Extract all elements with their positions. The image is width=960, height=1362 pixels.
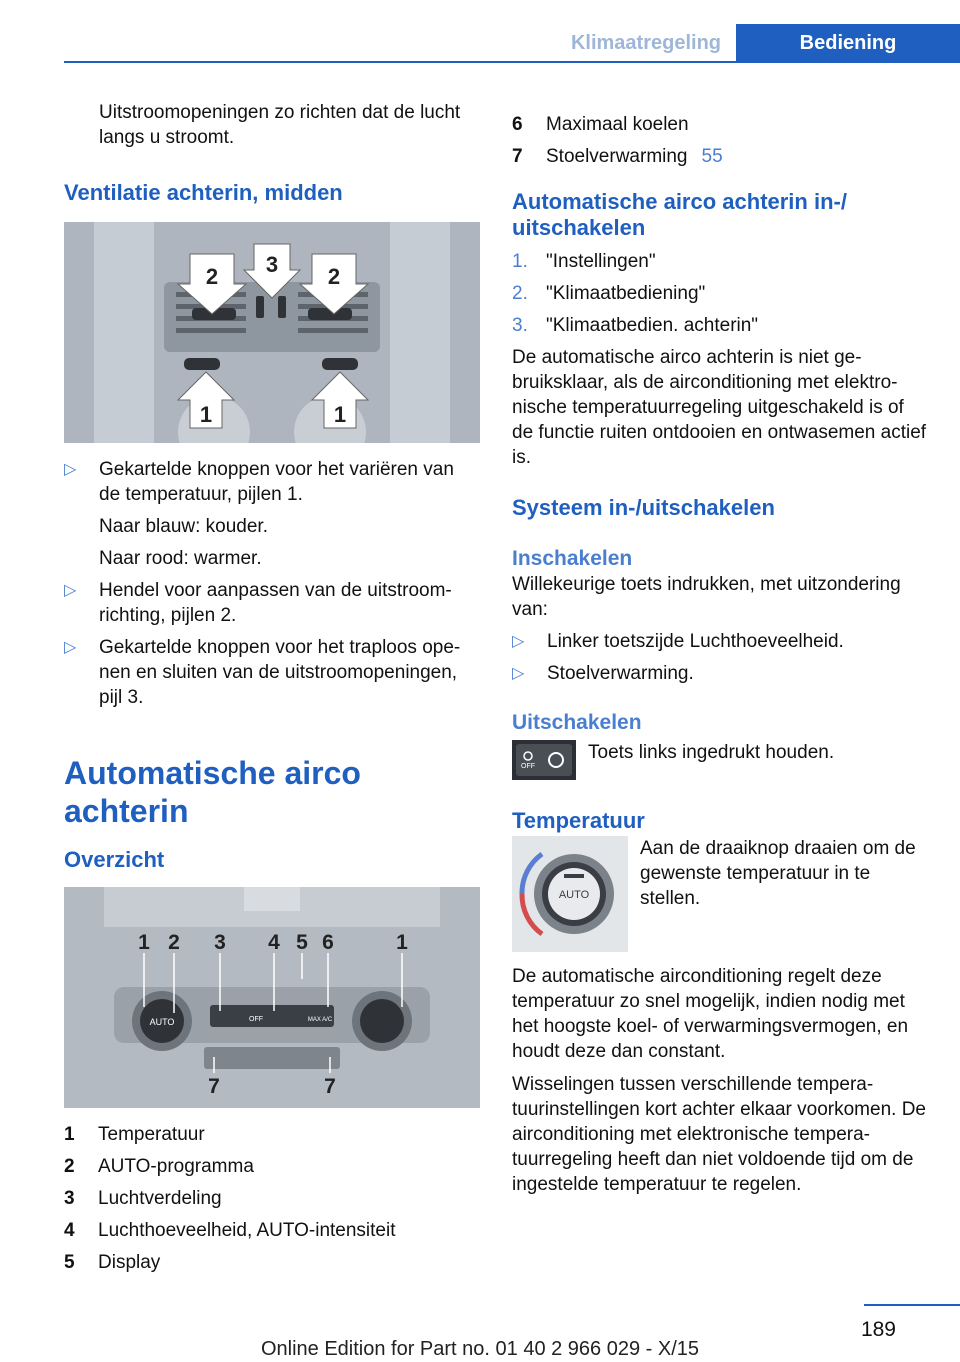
step-label: "Klimaatbediening" (546, 283, 706, 304)
header-tab-section[interactable]: Klimaatregeling (570, 32, 722, 54)
panel-label-1-left: 1 (138, 931, 150, 954)
legend-number: 7 (512, 146, 523, 167)
panel-label-7-left: 7 (208, 1075, 220, 1098)
legend-number: 4 (64, 1220, 75, 1241)
footer-edition: Online Edition for Part no. 01 40 2 966 029 - X/15 (260, 1338, 700, 1360)
off-text: Toets links ingedrukt houden. (588, 742, 835, 763)
off-button-label: OFF (521, 763, 535, 770)
vent-label-arrow-1-left: 1 (199, 402, 213, 427)
vent-bullet-text: Gekartelde knoppen voor het traploos ope-nen en sluiten van de uitstroomopeningen, pijl 3. (99, 637, 461, 708)
panel-button-off: OFF (249, 1016, 263, 1023)
panel-label-6: 6 (322, 931, 334, 954)
vent-label-arrow-2-left: 2 (205, 264, 219, 289)
legend-item (64, 1122, 480, 1147)
vent-bullet (64, 578, 480, 628)
temp-row (512, 836, 928, 952)
legend-number: 1 (64, 1124, 75, 1145)
legend-item (512, 112, 928, 137)
on-bullet-text: Stoelverwarming. (547, 663, 694, 684)
legend-number: 3 (64, 1188, 75, 1209)
temp-paragraph-1: De automatische airconditioning regelt deze temperatuur zo snel mogelijk, indien nodig met het hoogste koel- of verwarmingsvermogen, en houdt deze dan constant. (512, 966, 909, 1062)
legend-item (64, 1186, 480, 1211)
temp-paragraph-2: Wisselingen tussen verschillende tempera-tuurinstellingen kort achter elkaar voorkomen. De airconditioning met elektronische tempera-tuurregeling heeft dan niet voldoende tijd om de ingestelde temperatuur te regelen. (512, 1074, 926, 1195)
vent-label-arrow-3: 3 (265, 252, 279, 277)
on-bullet (512, 629, 928, 654)
panel-label-3: 3 (214, 931, 226, 954)
bullet-triangle-icon: ▷ (64, 461, 77, 478)
step-number: 1. (512, 251, 528, 272)
panel-button-max: MAX A/C (307, 1017, 333, 1023)
off-heading: Uitschakelen (512, 711, 642, 734)
temp-heading: Temperatuur (512, 808, 645, 833)
main-heading: Automatische airco achterin (64, 755, 361, 829)
vent-bullet (64, 457, 480, 507)
off-fan-button-icon (512, 740, 576, 780)
legend-item (64, 1218, 480, 1243)
steps-list (512, 249, 928, 338)
bullet-triangle-icon: ▷ (512, 633, 525, 650)
vent-figure (64, 222, 480, 443)
page-reference-link[interactable]: 55 (701, 146, 723, 167)
legend-number: 2 (64, 1156, 75, 1177)
panel-label-1-right: 1 (396, 931, 408, 954)
panel-illustration (64, 887, 480, 1108)
on-text: Willekeurige toets indrukken, met uitzondering van: (512, 574, 901, 620)
overview-heading: Overzicht (64, 847, 165, 872)
vent-bullet-text: Hendel voor aanpassen van de uitstroom-richting, pijlen 2. (99, 580, 452, 626)
step-item (512, 281, 928, 306)
header-tab-chapter[interactable]: Bediening (736, 24, 960, 62)
legend-label: Maximaal koelen (546, 114, 689, 135)
vent-illustration (64, 222, 480, 443)
temp-knob-icon (512, 836, 628, 952)
temp-knob-image (512, 836, 628, 952)
panel-button-auto: AUTO (149, 1017, 175, 1027)
bullet-triangle-icon: ▷ (512, 665, 525, 682)
legend-label: AUTO-programma (98, 1156, 254, 1177)
vent-bullet-list (64, 457, 480, 710)
vent-bullet (64, 635, 480, 710)
legend-item (64, 1154, 480, 1179)
panel-label-5: 5 (296, 931, 308, 954)
legend-label: Display (98, 1252, 161, 1273)
temp-text: Aan de draaiknop draaien om de gewenste temperatuur in te stellen. (640, 838, 916, 909)
legend-item (64, 1250, 480, 1275)
step-number: 2. (512, 283, 528, 304)
bullet-triangle-icon: ▷ (64, 639, 77, 656)
legend-number: 5 (64, 1252, 75, 1273)
on-bullet (512, 661, 928, 686)
intro-text: Uitstroomopeningen zo richten dat de lucht langs u stroomt. (99, 102, 461, 148)
header-rule (64, 61, 960, 63)
panel-legend-left (64, 1122, 480, 1275)
on-bullet-list (512, 629, 928, 686)
off-row (512, 740, 928, 780)
page-number: 189 (860, 1318, 896, 1341)
legend-label: Luchtverdeling (98, 1188, 222, 1209)
vent-label-arrow-1-right: 1 (333, 402, 347, 427)
on-heading: Inschakelen (512, 547, 633, 570)
legend-number: 6 (512, 114, 523, 135)
page-number-rule (864, 1304, 960, 1306)
on-bullet-text: Linker toetszijde Luchthoeveelheid. (547, 631, 844, 652)
step-number: 3. (512, 315, 528, 336)
temp-knob-label: AUTO (558, 889, 590, 901)
vent-sub-red: Naar rood: warmer. (99, 548, 262, 569)
legend-label: Stoelverwarming (546, 146, 688, 167)
panel-figure (64, 887, 480, 1108)
step-label: "Klimaatbedien. achterin" (546, 315, 759, 336)
step-label: "Instellingen" (546, 251, 656, 272)
step-item (512, 313, 928, 338)
legend-label: Luchthoeveelheid, AUTO-intensiteit (98, 1220, 396, 1241)
system-heading: Systeem in-/uitschakelen (512, 495, 775, 520)
vent-heading: Ventilatie achterin, midden (64, 180, 343, 205)
vent-bullet-text: Gekartelde knoppen voor het variëren van de temperatuur, pijlen 1. (99, 459, 454, 505)
panel-label-7-right: 7 (324, 1075, 336, 1098)
panel-label-2: 2 (168, 931, 180, 954)
bullet-triangle-icon: ▷ (64, 582, 77, 599)
panel-label-4: 4 (268, 931, 280, 954)
right-column (512, 112, 928, 1197)
vent-label-arrow-2-right: 2 (327, 264, 341, 289)
vent-sub-blue: Naar blauw: kouder. (99, 516, 268, 537)
step-item (512, 249, 928, 274)
left-column (64, 100, 480, 1282)
auto-note: De automatische airco achterin is niet ge-bruiksklaar, als de airconditioning met elektro-nische temperatuurregeling uitgeschakeld is of de functie ruiten ontdooien en ontwasemen actief is. (512, 347, 927, 468)
off-button-image (512, 740, 576, 780)
header-tabs (556, 24, 960, 62)
legend-item (512, 144, 928, 169)
legend-label: Temperatuur (98, 1124, 205, 1145)
auto-heading: Automatische airco achterin in-/ uitschakelen (512, 189, 847, 240)
